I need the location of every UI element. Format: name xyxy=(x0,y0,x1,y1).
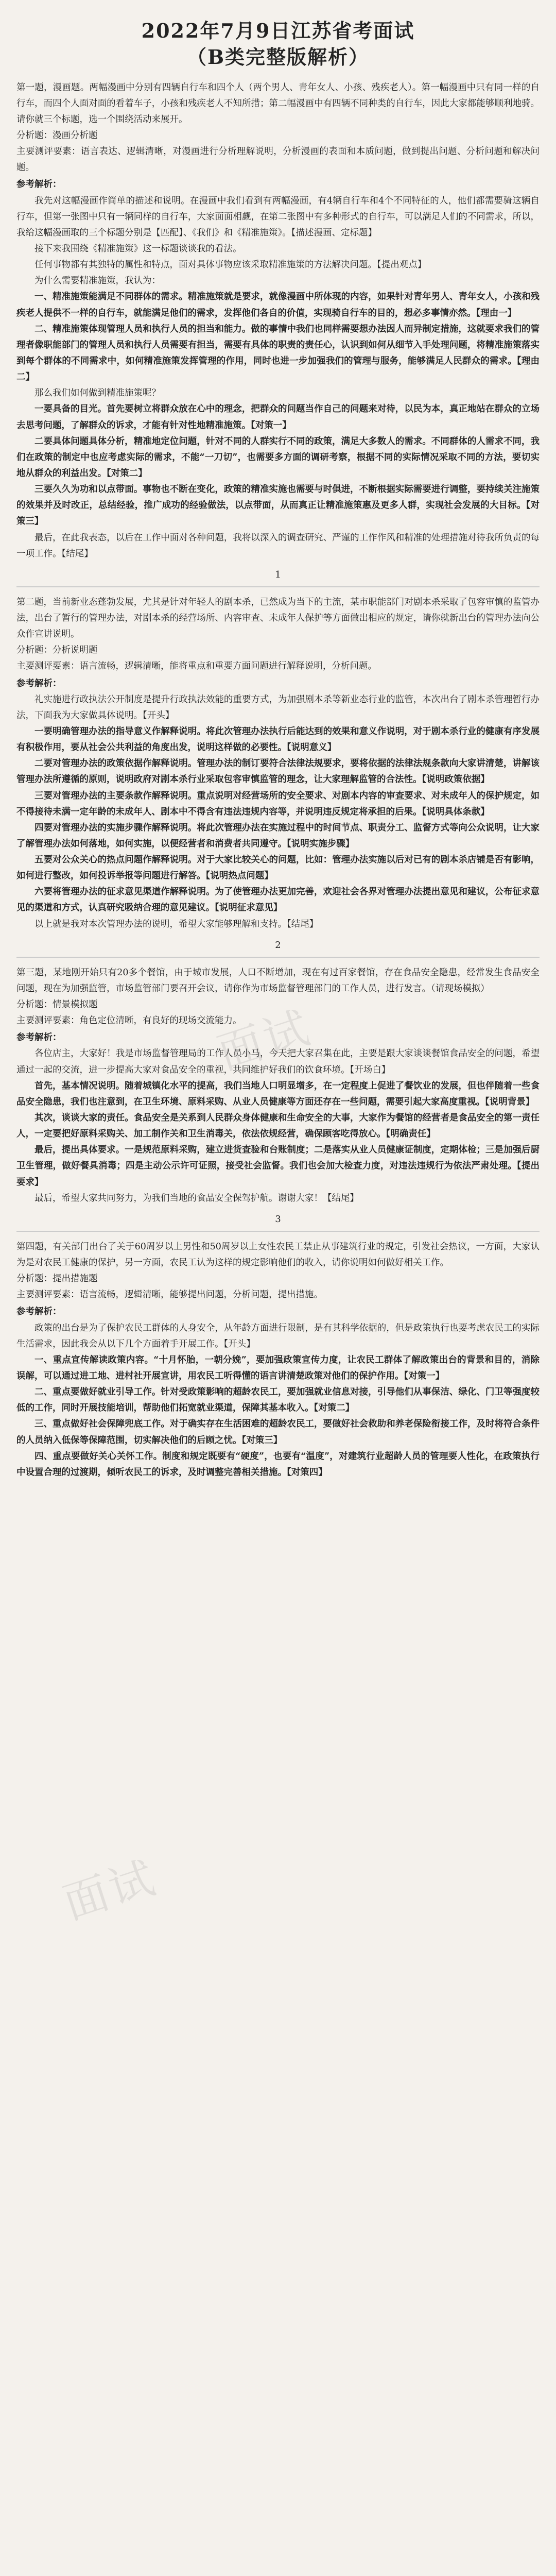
answer-paragraph: 三、重点做好社会保障兜底工作。对于确实存在生活困难的超龄农民工，要做好社会救助和养老保险衔接工作，及时将符合条件的人员纳入低保等保障范围，切实解决他们的后顾之忧。【对策三】 xyxy=(16,1419,540,1446)
refer-label: 参考解析： xyxy=(16,1307,62,1317)
question-text: 第二题，当前新业态蓬勃发展，尤其是针对年轻人的剧本杀，已然成为当下的主流，某市职能部门对剧本杀采取了包容审慎的监管办法，出台了暂行的管理办法，对剧本杀的经营场所、内容审查、未成年人保护等方面做出相应的规定，请你就新出台的管理办法向公众作宣讲说明。 xyxy=(16,597,540,640)
answer-paragraph: 二要具体问题具体分析，精准地定位问题，针对不同的人群实行不同的政策，满足大多数人的需求。不同群体的人需求不同，我们在政策的制定中也应考虑实际的需求，不能“一刀切”，也需要多方面的调研考察，根据不同的实际情况采取不同的方法，要切实地从群众的利益出发。【对策二】 xyxy=(16,436,540,479)
refer-label: 参考解析： xyxy=(16,1032,62,1043)
watermark-text: 面试 xyxy=(57,1851,164,1930)
answer-paragraph: 一、重点宣传解读政策内容。“十月怀胎，一朝分娩”，要加强政策宣传力度，让农民工群体了解政策出台的背景和目的，消除误解，可以通过进工地、进村社开展宣讲，用农民工听得懂的语言讲清楚政策对他们的保护作用。【对策一】 xyxy=(16,1354,540,1381)
answer-paragraph: 我先对这幅漫画作简单的描述和说明。在漫画中我们看到有两幅漫画，有4辆自行车和4个不同特征的人，他们都需要骑这辆自行车，但第一张图中只有一辆同样的自行车，大家面面相觑，在第二张图中有多种形式的自行车，可以满足人们的不同需求，所以，我给这幅漫画取的三个标题分别是【匹配】、《我们》和《精准施策》。【描述漫画、定标题】 xyxy=(16,195,540,238)
answer-paragraph: 三要对管理办法的主要条款作解释说明。重点说明对经营场所的安全要求、对剧本内容的审查要求、对未成年人的保护规定，如不得接待未满一定年龄的未成年人、剧本中不得含有违法违规内容等，并说明违反规定将承担的后果。【说明具体条款】 xyxy=(16,790,540,817)
question-section xyxy=(16,80,540,562)
analysis-line: 分析题：分析说明题 xyxy=(16,645,98,656)
title-sub: （B类完整版解析） xyxy=(186,45,370,69)
answer-paragraph: 一要具备的目光。首先要树立将群众放在心中的理念，把群众的问题当作自己的问题来对待，以民为本，真正地站在群众的立场去思考问题，了解群众的诉求，才能有针对性地精准施策。【对策一】 xyxy=(16,404,540,431)
answer-paragraph: 最后，希望大家共同努力，为我们当地的食品安全保驾护航。谢谢大家！【结尾】 xyxy=(34,1193,359,1204)
answer-paragraph: 最后，在此我表态，以后在工作中面对各种问题，我将以深入的调查研究、严谨的工作作风和精准的处理措施对待我所负责的每一项工作。【结尾】 xyxy=(16,532,540,559)
answer-paragraph: 一、精准施策能满足不同群体的需求。精准施策就是要求，就像漫画中所体现的内容，如果针对青年男人、青年女人，小孩和残疾老人提供不一样的自行车，就能满足他们的需求，发挥他们各自的价值，实现骑自行车的目的，想必多事情亦然。【理由一】 xyxy=(16,292,540,318)
page-divider xyxy=(16,957,540,958)
question-section xyxy=(16,1239,540,1481)
page-number: 1 xyxy=(275,569,281,580)
refer-label: 参考解析： xyxy=(16,179,62,190)
watermark-text: 面试 xyxy=(212,1001,318,1080)
sections-container xyxy=(16,80,540,1481)
question-section xyxy=(16,965,540,1207)
question-text: 第三题，某地刚开始只有20多个餐馆，由于城市发展，人口不断增加，现在有过百家餐馆，存在食品安全隐患，经常发生食品安全问题，现在为加强监管，市场监管部门要召开会议，请你作为市场监督管理部门的工作人员，进行发言。（请现场模拟） xyxy=(16,967,540,994)
answer-paragraph: 政策的出台是为了保护农民工群体的人身安全，从年龄方面进行限制，是有其科学依据的，但是政策执行也要考虑农民工的实际生活需求，因此我会从以下几个方面着手开展工作。【开头】 xyxy=(16,1323,540,1349)
question-text: 第四题，有关部门出台了关于60周岁以上男性和50周岁以上女性农民工禁止从事建筑行业的规定，引发社会热议，一方面，大家认为是对农民工健康的保护，另一方面，农民工认为这样的规定影响他们的收入，请你说明如何做好相关工作。 xyxy=(16,1241,540,1268)
answer-paragraph: 四、重点要做好关心关怀工作。制度和规定既要有“硬度”，也要有“温度”，对建筑行业超龄人员的管理要人性化，在政策执行中设置合理的过渡期，倾听农民工的诉求，及时调整完善相关措施。【对策四】 xyxy=(16,1451,540,1478)
answer-paragraph: 那么我们如何做到精准施策呢？ xyxy=(34,388,161,399)
answer-paragraph: 任何事物都有其独特的属性和特点，面对具体事物应该采取精准施策的方法解决问题。【提出观点】 xyxy=(34,260,427,270)
page-number: 2 xyxy=(275,939,281,951)
answer-paragraph: 接下来我围绕《精准施策》这一标题谈谈我的看法。 xyxy=(34,244,242,254)
answer-paragraph: 三要久久为功和以点带面。事物也不断在变化，政策的精准实施也需要与时俱进，不断根据实际需要进行调整，要持续关注施策的效果并及时改正，总结经验，推广成功的经验做法，以点带面，从而真正让精准施策惠及更多人群，实现社会发展的大目标。【对策三】 xyxy=(16,484,540,527)
topic-line: 主要测评要素：语言流畅，逻辑清晰，能够提出问题，分析问题，提出措施。 xyxy=(16,1290,323,1300)
answer-paragraph: 以上就是我对本次管理办法的说明，希望大家能够理解和支持。【结尾】 xyxy=(34,919,319,929)
answer-paragraph: 二、重点要做好就业引导工作。针对受政策影响的超龄农民工，要加强就业信息对接，引导他们从事保洁、绿化、门卫等强度较低的工作，同时开展技能培训，帮助他们拓宽就业渠道，保障其基本收入。【对策二】 xyxy=(16,1387,540,1414)
topic-line: 主要测评要素：角色定位清晰，有良好的现场交流能力。 xyxy=(16,1015,242,1026)
answer-paragraph: 一要明确管理办法的指导意义作解释说明。将此次管理办法执行后能达到的效果和意义作说明，对于剧本杀行业的健康有序发展有积极作用，要从社会公共利益的角度出发，说明这样做的必要性。【说明意义】 xyxy=(16,726,540,753)
answer-paragraph: 最后，提出具体要求。一是规范原料采购，建立进货查验和台账制度；二是落实从业人员健康证制度，定期体检；三是加强后厨卫生管理，做好餐具消毒；四是主动公示许可证照，接受社会监督。我们也会加大检查力度，对违法违规行为依法严肃处理。【提出要求】 xyxy=(16,1145,540,1188)
answer-paragraph: 二要对管理办法的政策依据作解释说明。管理办法的制订要符合法律法规要求，要将依据的法律法规条款向大家讲清楚，讲解该管理办法所遵循的原则，说明政府对剧本杀行业采取包容审慎监管的理念，让大家理解监管的合法性。【说明政策依据】 xyxy=(16,758,540,785)
answer-paragraph: 四要对管理办法的实施步骤作解释说明。将此次管理办法在实施过程中的时间节点、职责分工、监督方式等向公众说明，让大家了解管理办法如何落地，如何实施，以便经营者和消费者共同遵守。【说明实施步骤】 xyxy=(16,822,540,849)
topic-line: 主要测评要素：语言流畅，逻辑清晰，能将重点和重要方面问题进行解释说明，分析问题。 xyxy=(16,661,377,672)
answer-paragraph: 为什么需要精准施策，我认为： xyxy=(34,276,161,286)
title-main: 2022年7月9日江苏省考面试 xyxy=(141,19,415,42)
answer-paragraph: 礼实施进行政执法公开制度是提升行政执法效能的重要方式，为加强剧本杀等新业态行业的监管，本次出台了剧本杀管理暂行办法，下面我为大家做具体说明。【开头】 xyxy=(16,694,540,721)
analysis-line: 分析题：提出措施题 xyxy=(16,1274,98,1284)
analysis-line: 分析题：漫画分析题 xyxy=(16,130,98,141)
answer-paragraph: 其次，谈谈大家的责任。食品安全是关系到人民群众身体健康和生命安全的大事，大家作为餐馆的经营者是食品安全的第一责任人，一定要把好原料采购关、加工制作关和卫生消毒关，依法依规经营，确保顾客吃得放心。【明确责任】 xyxy=(16,1113,540,1140)
refer-label: 参考解析： xyxy=(16,678,62,689)
page-divider xyxy=(16,1231,540,1232)
page-number: 3 xyxy=(275,1213,281,1225)
page-divider xyxy=(16,586,540,587)
answer-paragraph: 首先，基本情况说明。随着城镇化水平的提高，我们当地人口明显增多，在一定程度上促进了餐饮业的发展，但也伴随着一些食品安全隐患，我们也注意到，在卫生环境、原料采购、从业人员健康等方面还存在一些问题，需要引起大家高度重视。【说明背景】 xyxy=(16,1080,540,1107)
answer-paragraph: 二、精准施策体现管理人员和执行人员的担当和能力。做的事情中我们也同样需要想办法因人而异制定措施，这就要求我们的管理者像职能部门的管理人员和执行人员需要有担当，需要有具体的职责的责任心，认识到如何从细节入手处理问题，将精准施策落实到每个群体的不同需求中，如何精准施策发挥管理的作用，同时也进一步加强我们的管理与服务，能够满足人民群众的需求。【理由二】 xyxy=(16,324,540,383)
topic-line: 主要测评要素：语言表达、逻辑清晰，对漫画进行分析理解说明，分析漫画的表面和本质问题，做到提出问题、分析问题和解决问题。 xyxy=(16,146,540,173)
answer-paragraph: 各位店主，大家好！我是市场监督管理局的工作人员小马，今天把大家召集在此，主要是跟大家谈谈餐馆食品安全的问题，希望通过一起的交流，进一步提高大家对食品安全的重视，共同维护好我们的饮食环境。【开场白】 xyxy=(16,1048,540,1075)
question-section xyxy=(16,595,540,933)
answer-paragraph: 六要将管理办法的征求意见渠道作解释说明。为了使管理办法更加完善，欢迎社会各界对管理办法提出意见和建议，公布征求意见的渠道和方式，认真研究吸纳合理的意见建议。【说明征求意见】 xyxy=(16,887,540,913)
answer-paragraph: 五要对公众关心的热点问题作解释说明。对于大家比较关心的问题，比如：管理办法实施以后对已有的剧本杀店铺是否有影响，如何进行整改，如何投诉举报等问题进行解答。【说明热点问题】 xyxy=(16,855,540,882)
document-title xyxy=(16,18,540,71)
analysis-line: 分析题：情景模拟题 xyxy=(16,999,98,1010)
question-text: 第一题，漫画题。两幅漫画中分别有四辆自行车和四个人（两个男人、青年女人、小孩、残疾老人）。第一幅漫画中只有同一样的自行车，而四个人面对面的看着车子，小孩和残疾老人不知所措；第二幅漫画中有四辆不同种类的自行车，因此大家都能够顺利地骑。请你就三个标题，选一个围绕活动来展开。 xyxy=(16,82,540,125)
